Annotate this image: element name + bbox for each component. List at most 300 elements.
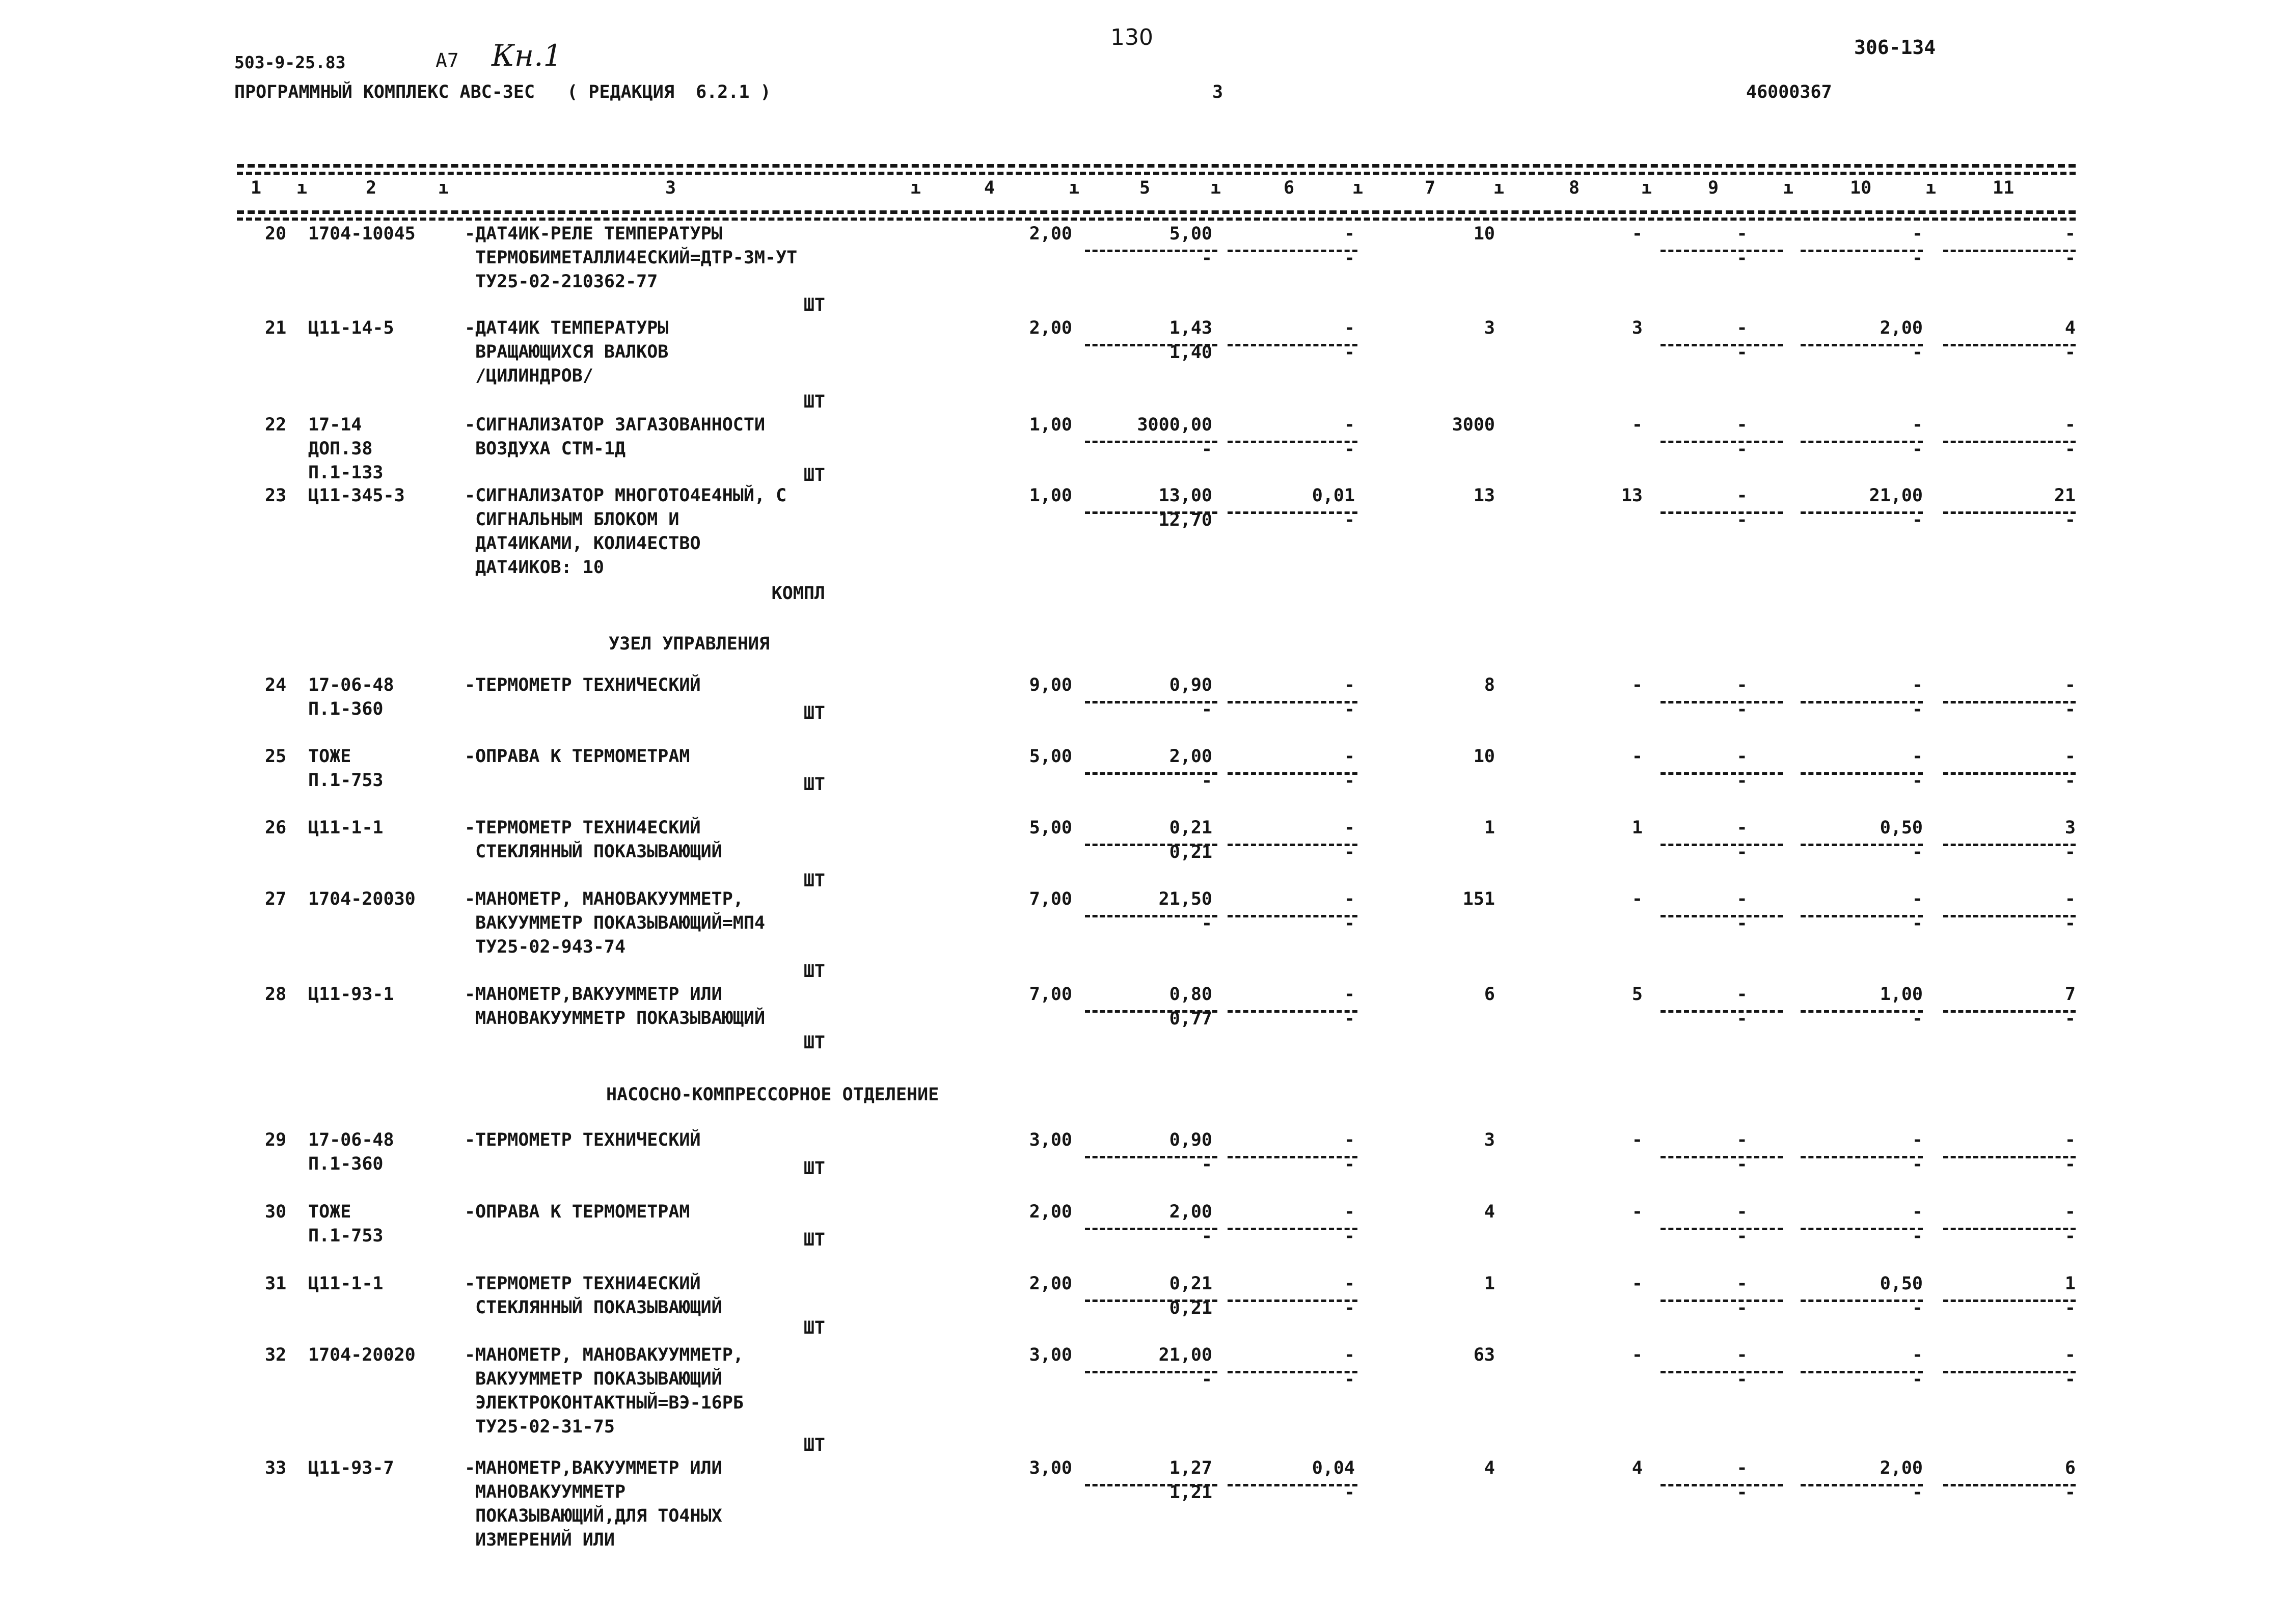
row-name: -МАНОМЕТР,ВАКУУММЕТР ИЛИ [465, 984, 722, 1005]
row-col6-sub [1222, 772, 1355, 790]
row-col6-sub [1222, 441, 1355, 458]
row-col6 [1222, 1275, 1355, 1293]
row-col6 [1222, 748, 1355, 766]
row-col10-sub [1793, 1300, 1923, 1317]
row-col5-sub: 0,21 [1169, 1298, 1212, 1318]
row-col6-sub [1222, 250, 1355, 267]
row-col10 [1793, 676, 1923, 694]
row-unit: ШТ [803, 1435, 825, 1455]
row-unit: ШТ [803, 961, 825, 982]
row-col5: 2,00 [1169, 746, 1212, 767]
col-header-4: 4 [984, 178, 995, 198]
row-col6-dash: - [1344, 1130, 1355, 1150]
row-col6-sub [1222, 1300, 1355, 1317]
row-col6-dash: - [1344, 318, 1355, 338]
row-col6-dash: - [1344, 224, 1355, 244]
col-separator: ı [438, 178, 449, 198]
row-col9-dash: - [1736, 224, 1748, 244]
row-col10-sub [1793, 1371, 1923, 1389]
row-col5-sub-dash: - [1201, 699, 1212, 720]
row-col11-sub [1936, 250, 2076, 267]
row-col10-sub-dash: - [1912, 510, 1923, 530]
row-col6 [1222, 416, 1355, 434]
row-col9-sub: - [1736, 1482, 1748, 1503]
row-col10-dash: - [1912, 675, 1923, 695]
row-col11-sub-dash: - [2064, 1482, 2076, 1503]
row-col10 [1793, 1131, 1923, 1149]
row-col7: 3 [1484, 318, 1495, 338]
row-col6-sub [1222, 844, 1355, 861]
row-col6-sub-dash: - [1344, 1482, 1355, 1503]
row-unit: ШТ [803, 871, 825, 891]
row-col5: 2,00 [1169, 1202, 1212, 1222]
row-name: -СИГНАЛИЗАТОР ЗАГАЗОВАННОСТИ [465, 415, 766, 435]
row-col8 [1554, 1275, 1643, 1293]
row-name: -МАНОМЕТР, МАНОВАКУУММЕТР, [465, 889, 744, 909]
row-col6-sub-dash: - [1344, 842, 1355, 862]
row-col10: 0,50 [1880, 1274, 1923, 1294]
serial-number: 46000367 [1746, 82, 1832, 102]
row-col9-dash: - [1736, 318, 1748, 338]
row-col10-sub [1793, 772, 1923, 790]
row-col11-sub-dash: - [2064, 248, 2076, 268]
row-col10: 1,00 [1880, 984, 1923, 1005]
row-name: ТУ25-02-943-74 [465, 937, 626, 957]
sheet-index: 3 [1212, 82, 1223, 102]
row-col6-sub-dash: - [1344, 1154, 1355, 1175]
row-col5: 1,43 [1169, 318, 1212, 338]
row-col8-dash: - [1631, 1274, 1643, 1294]
col-header-7: 7 [1425, 178, 1436, 198]
row-col10-sub-dash: - [1912, 1154, 1923, 1175]
row-col6 [1222, 986, 1355, 1004]
row-col5-sub [1080, 915, 1212, 933]
row-col11-sub [1936, 1484, 2076, 1502]
row-col11-sub [1936, 511, 2076, 529]
row-code: 17-14 [308, 415, 362, 435]
row-col7: 10 [1473, 746, 1495, 767]
row-name: ДАТ4ИКАМИ, КОЛИ4ЕСТВО [465, 533, 701, 554]
row-col11-sub [1936, 915, 2076, 933]
row-col10-dash: - [1912, 746, 1923, 767]
row-quantity: 2,00 [1029, 318, 1072, 338]
row-col10-sub-dash: - [1912, 1009, 1923, 1029]
col-separator: ı [1641, 178, 1652, 198]
col-header-3: 3 [665, 178, 676, 198]
row-number: 29 [265, 1130, 287, 1150]
row-number: 20 [265, 224, 287, 244]
header-rule-top [237, 164, 2076, 168]
row-col6-dash: - [1344, 1345, 1355, 1365]
header-rule-top-2 [237, 172, 2076, 175]
section-title-control-unit: УЗЕЛ УПРАВЛЕНИЯ [609, 634, 770, 654]
row-col10-dash: - [1912, 1130, 1923, 1150]
row-col9-sub: - [1736, 913, 1748, 934]
row-col6-dash: - [1344, 889, 1355, 909]
row-col5: 13,00 [1158, 485, 1212, 506]
row-number: 22 [265, 415, 287, 435]
row-col10 [1793, 748, 1923, 766]
row-col9-dash: - [1736, 415, 1748, 435]
row-col10-sub [1793, 1228, 1923, 1246]
row-col11-sub [1936, 844, 2076, 861]
row-name: -ТЕРМОМЕТР ТЕХНИ4ЕСКИЙ [465, 1274, 701, 1294]
row-col5-sub [1080, 250, 1212, 267]
row-col10-sub-dash: - [1912, 699, 1923, 720]
row-quantity: 3,00 [1029, 1345, 1072, 1365]
row-col11 [1936, 416, 2076, 434]
row-number: 25 [265, 746, 287, 767]
row-name: ПОКАЗЫВАЮЩИЙ,ДЛЯ ТО4НЫХ [465, 1506, 722, 1526]
row-col11-sub-dash: - [2064, 1009, 2076, 1029]
row-col10-sub-dash: - [1912, 913, 1923, 934]
row-col6-sub-dash: - [1344, 439, 1355, 459]
row-col6-sub [1222, 1156, 1355, 1174]
row-quantity: 1,00 [1029, 485, 1072, 506]
row-col6 [1222, 890, 1355, 908]
row-code: 1704-20020 [308, 1345, 416, 1365]
row-col6 [1222, 225, 1355, 243]
row-unit: КОМПЛ [771, 583, 825, 604]
row-col10-sub-dash: - [1912, 771, 1923, 791]
row-col8-dash: - [1631, 746, 1643, 767]
col-separator: ı [1069, 178, 1080, 198]
row-col6-dash: - [1344, 1202, 1355, 1222]
row-name: -ТЕРМОМЕТР ТЕХНИ4ЕСКИЙ [465, 818, 701, 838]
row-col7: 4 [1484, 1202, 1495, 1222]
row-col5-sub: 0,77 [1169, 1009, 1212, 1029]
row-col5-sub-dash: - [1201, 1154, 1212, 1175]
row-col11: 1 [2064, 1274, 2076, 1294]
row-col11: 3 [2064, 818, 2076, 838]
row-number: 31 [265, 1274, 287, 1294]
row-col9 [1711, 1459, 1773, 1477]
row-col6-dash: - [1344, 984, 1355, 1005]
row-unit: ШТ [803, 1158, 825, 1179]
row-col10-sub-dash: - [1912, 342, 1923, 363]
row-col9-sub: - [1736, 1298, 1748, 1318]
row-col10-sub-dash: - [1912, 1369, 1923, 1390]
row-col7: 4 [1484, 1458, 1495, 1478]
row-col10-sub [1793, 1010, 1923, 1028]
row-col5: 0,21 [1169, 818, 1212, 838]
row-col5-sub-dash: - [1201, 1226, 1212, 1247]
row-name: -ДАТ4ИК ТЕМПЕРАТУРЫ [465, 318, 669, 338]
row-col9 [1711, 1131, 1773, 1149]
row-col10-sub-dash: - [1912, 842, 1923, 862]
row-col9-dash: - [1736, 485, 1748, 506]
row-quantity: 5,00 [1029, 818, 1072, 838]
row-col11: 4 [2064, 318, 2076, 338]
row-number: 30 [265, 1202, 287, 1222]
row-col6-sub-dash: - [1344, 510, 1355, 530]
row-col8-dash: - [1631, 889, 1643, 909]
row-col10 [1793, 225, 1923, 243]
col-separator: ı [910, 178, 921, 198]
row-col8 [1554, 1203, 1643, 1221]
row-col5-sub-dash: - [1201, 771, 1212, 791]
row-col11-sub-dash: - [2064, 1298, 2076, 1318]
row-col9 [1711, 819, 1773, 837]
row-col9 [1711, 676, 1773, 694]
row-unit: ШТ [803, 1033, 825, 1053]
row-name: -ТЕРМОМЕТР ТЕХНИЧЕСКИЙ [465, 675, 701, 695]
row-col10-sub [1793, 915, 1923, 933]
row-name: -ОПРАВА К ТЕРМОМЕТРАМ [465, 746, 690, 767]
row-code: ТОЖЕ [308, 1202, 351, 1222]
row-unit: ШТ [803, 774, 825, 795]
row-col8 [1554, 890, 1643, 908]
row-col6-sub-dash: - [1344, 1369, 1355, 1390]
row-col10-sub [1793, 344, 1923, 362]
row-col11 [1936, 890, 2076, 908]
row-col9 [1711, 1275, 1773, 1293]
row-col7: 3000 [1452, 415, 1495, 435]
row-col5-sub [1080, 1228, 1212, 1246]
row-col6 [1222, 319, 1355, 337]
row-col6 [1222, 1131, 1355, 1149]
row-number: 32 [265, 1345, 287, 1365]
row-col10: 0,50 [1880, 818, 1923, 838]
row-name: ВОЗДУХА СТМ-1Д [465, 439, 626, 459]
row-code: ТОЖЕ [308, 746, 351, 767]
row-col11-dash: - [2064, 415, 2076, 435]
row-col11-sub-dash: - [2064, 1154, 2076, 1175]
row-col11-sub-dash: - [2064, 913, 2076, 934]
row-col8-dash: - [1631, 415, 1643, 435]
row-col11 [1936, 1203, 2076, 1221]
row-col7: 6 [1484, 984, 1495, 1005]
row-col11-dash: - [2064, 1345, 2076, 1365]
row-number: 26 [265, 818, 287, 838]
row-col9-sub: - [1736, 1226, 1748, 1247]
row-quantity: 2,00 [1029, 1274, 1072, 1294]
row-col10: 21,00 [1869, 485, 1923, 506]
row-col8 [1554, 676, 1643, 694]
row-code: Ц11-93-7 [308, 1458, 394, 1478]
row-col10 [1793, 416, 1923, 434]
row-code: Ц11-1-1 [308, 818, 384, 838]
row-col10-sub-dash: - [1912, 248, 1923, 268]
row-col8: 13 [1621, 485, 1643, 506]
row-col5-sub: 1,21 [1169, 1482, 1212, 1503]
row-name: ТЕРМОБИМЕТАЛЛИ4ЕСКИЙ=ДТР-3М-УТ [465, 248, 798, 268]
row-col9 [1711, 487, 1773, 505]
col-header-2: 2 [366, 178, 377, 198]
row-name: МАНОВАКУУММЕТР [465, 1482, 626, 1502]
row-col10 [1793, 1346, 1923, 1364]
row-col8: 3 [1631, 318, 1643, 338]
row-col9 [1711, 748, 1773, 766]
row-col11-sub [1936, 441, 2076, 458]
row-col9 [1711, 319, 1773, 337]
row-col9-dash: - [1736, 1130, 1748, 1150]
row-col6-dash: - [1344, 1274, 1355, 1294]
row-name: ИЗМЕРЕНИЙ ИЛИ [465, 1530, 615, 1550]
row-col6-sub-dash: - [1344, 248, 1355, 268]
row-col10-dash: - [1912, 1345, 1923, 1365]
row-name: СТЕКЛЯННЫЙ ПОКАЗЫВАЮЩИЙ [465, 842, 722, 862]
row-col10-dash: - [1912, 889, 1923, 909]
row-code: П.1-133 [308, 463, 384, 483]
col-separator: ı [1493, 178, 1505, 198]
row-col11: 6 [2064, 1458, 2076, 1478]
row-col11-sub-dash: - [2064, 842, 2076, 862]
col-separator: ı [1925, 178, 1937, 198]
row-col6-sub-dash: - [1344, 342, 1355, 363]
row-col5-sub [1080, 772, 1212, 790]
row-col11-sub-dash: - [2064, 510, 2076, 530]
row-col7: 3 [1484, 1130, 1495, 1150]
row-code: 17-06-48 [308, 1130, 394, 1150]
row-unit: ШТ [803, 1318, 825, 1338]
row-col11-dash: - [2064, 746, 2076, 767]
row-col7: 13 [1473, 485, 1495, 506]
row-col9-sub: - [1736, 1009, 1748, 1029]
row-name: -СИГНАЛИЗАТОР МНОГОТО4Е4НЫЙ, С [465, 485, 787, 506]
row-col11-sub [1936, 701, 2076, 719]
row-col8-dash: - [1631, 1130, 1643, 1150]
row-col5: 21,00 [1158, 1345, 1212, 1365]
row-name: СТЕКЛЯННЫЙ ПОКАЗЫВАЮЩИЙ [465, 1297, 722, 1318]
row-col9 [1711, 986, 1773, 1004]
row-code: П.1-753 [308, 770, 384, 791]
row-name: ДАТ4ИКОВ: 10 [465, 557, 604, 578]
row-col9-dash: - [1736, 1458, 1748, 1478]
row-number: 23 [265, 485, 287, 506]
row-col11-sub-dash: - [2064, 1369, 2076, 1390]
row-col9-sub: - [1736, 342, 1748, 363]
row-col11-sub-dash: - [2064, 1226, 2076, 1247]
row-col9-sub: - [1736, 1369, 1748, 1390]
row-col11 [1936, 1131, 2076, 1149]
row-col11-dash: - [2064, 1130, 2076, 1150]
row-col6-dash: - [1344, 746, 1355, 767]
row-name: СИГНАЛЬНЫМ БЛОКОМ И [465, 509, 679, 530]
row-col5-sub-dash: - [1201, 1369, 1212, 1390]
page-number: 130 [1110, 24, 1153, 50]
section-title-pump-compressor: НАСОСНО-КОМПРЕССОРНОЕ ОТДЕЛЕНИЕ [606, 1085, 939, 1105]
row-name: ТУ25-02-210362-77 [465, 272, 658, 292]
row-col6 [1222, 1346, 1355, 1364]
row-col9 [1711, 416, 1773, 434]
header-rule-bottom [237, 210, 2076, 214]
row-col6-sub [1222, 915, 1355, 933]
row-col9 [1711, 1346, 1773, 1364]
row-col10-sub [1793, 511, 1923, 529]
row-quantity: 2,00 [1029, 1202, 1072, 1222]
row-col7: 1 [1484, 1274, 1495, 1294]
row-number: 21 [265, 318, 287, 338]
row-code: П.1-360 [308, 1154, 384, 1174]
row-col6-sub [1222, 344, 1355, 362]
col-header-1: 1 [251, 178, 262, 198]
row-col6 [1222, 1203, 1355, 1221]
row-code: Ц11-345-3 [308, 485, 405, 506]
row-col10-sub [1793, 701, 1923, 719]
col-header-6: 6 [1284, 178, 1295, 198]
row-col6-sub [1222, 1010, 1355, 1028]
row-col6 [1222, 676, 1355, 694]
row-quantity: 3,00 [1029, 1130, 1072, 1150]
row-col5-sub [1080, 1371, 1212, 1389]
row-col8: 5 [1631, 984, 1643, 1005]
row-col10-sub [1793, 844, 1923, 861]
row-col11-sub [1936, 344, 2076, 362]
row-col6: 0,01 [1312, 485, 1355, 506]
row-col6-sub [1222, 511, 1355, 529]
row-code: ДОП.38 [308, 439, 373, 459]
row-col11-sub-dash: - [2064, 699, 2076, 720]
row-col5: 21,50 [1158, 889, 1212, 909]
row-name: МАНОВАКУУММЕТР ПОКАЗЫВАЮЩИЙ [465, 1008, 766, 1028]
row-col6-sub-dash: - [1344, 913, 1355, 934]
row-col5-sub-dash: - [1201, 913, 1212, 934]
row-col7: 10 [1473, 224, 1495, 244]
row-col5-sub [1080, 1156, 1212, 1174]
row-unit: ШТ [803, 392, 825, 412]
row-col9-dash: - [1736, 818, 1748, 838]
row-col9-sub: - [1736, 248, 1748, 268]
row-code: Ц11-93-1 [308, 984, 394, 1005]
row-col11-dash: - [2064, 889, 2076, 909]
row-col8 [1554, 1131, 1643, 1149]
row-name: ТУ25-02-31-75 [465, 1417, 615, 1437]
row-col10: 2,00 [1880, 318, 1923, 338]
row-col9-dash: - [1736, 675, 1748, 695]
row-name: -МАНОМЕТР,ВАКУУММЕТР ИЛИ [465, 1458, 722, 1478]
row-col6-sub-dash: - [1344, 771, 1355, 791]
row-col9-dash: - [1736, 1202, 1748, 1222]
row-quantity: 2,00 [1029, 224, 1072, 244]
row-code: Ц11-1-1 [308, 1274, 384, 1294]
row-col6-sub [1222, 1371, 1355, 1389]
row-col10-sub [1793, 250, 1923, 267]
row-col11 [1936, 1346, 2076, 1364]
col-separator: ı [296, 178, 308, 198]
row-col6: 0,04 [1312, 1458, 1355, 1478]
row-col5-sub-dash: - [1201, 248, 1212, 268]
row-col11-sub-dash: - [2064, 342, 2076, 363]
row-number: 33 [265, 1458, 287, 1478]
row-name: ВАКУУММЕТР ПОКАЗЫВАЮЩИЙ [465, 1369, 722, 1389]
row-col9-dash: - [1736, 1274, 1748, 1294]
row-col10 [1793, 890, 1923, 908]
row-col9-dash: - [1736, 746, 1748, 767]
row-col7: 8 [1484, 675, 1495, 695]
row-quantity: 7,00 [1029, 889, 1072, 909]
col-separator: ı [1210, 178, 1221, 198]
col-header-8: 8 [1569, 178, 1580, 198]
row-col8 [1554, 1346, 1643, 1364]
row-col5: 0,90 [1169, 675, 1212, 695]
row-col9 [1711, 225, 1773, 243]
row-col11-dash: - [2064, 224, 2076, 244]
row-col9-dash: - [1736, 889, 1748, 909]
row-col8 [1554, 416, 1643, 434]
row-col7: 1 [1484, 818, 1495, 838]
row-col9-dash: - [1736, 1345, 1748, 1365]
row-col9-sub: - [1736, 510, 1748, 530]
row-code: П.1-360 [308, 699, 384, 719]
row-unit: ШТ [803, 703, 825, 723]
row-col6-sub-dash: - [1344, 1009, 1355, 1029]
row-col10: 2,00 [1880, 1458, 1923, 1478]
row-number: 24 [265, 675, 287, 695]
row-col5: 5,00 [1169, 224, 1212, 244]
row-col11-sub [1936, 1228, 2076, 1246]
row-col11-sub [1936, 1300, 2076, 1317]
